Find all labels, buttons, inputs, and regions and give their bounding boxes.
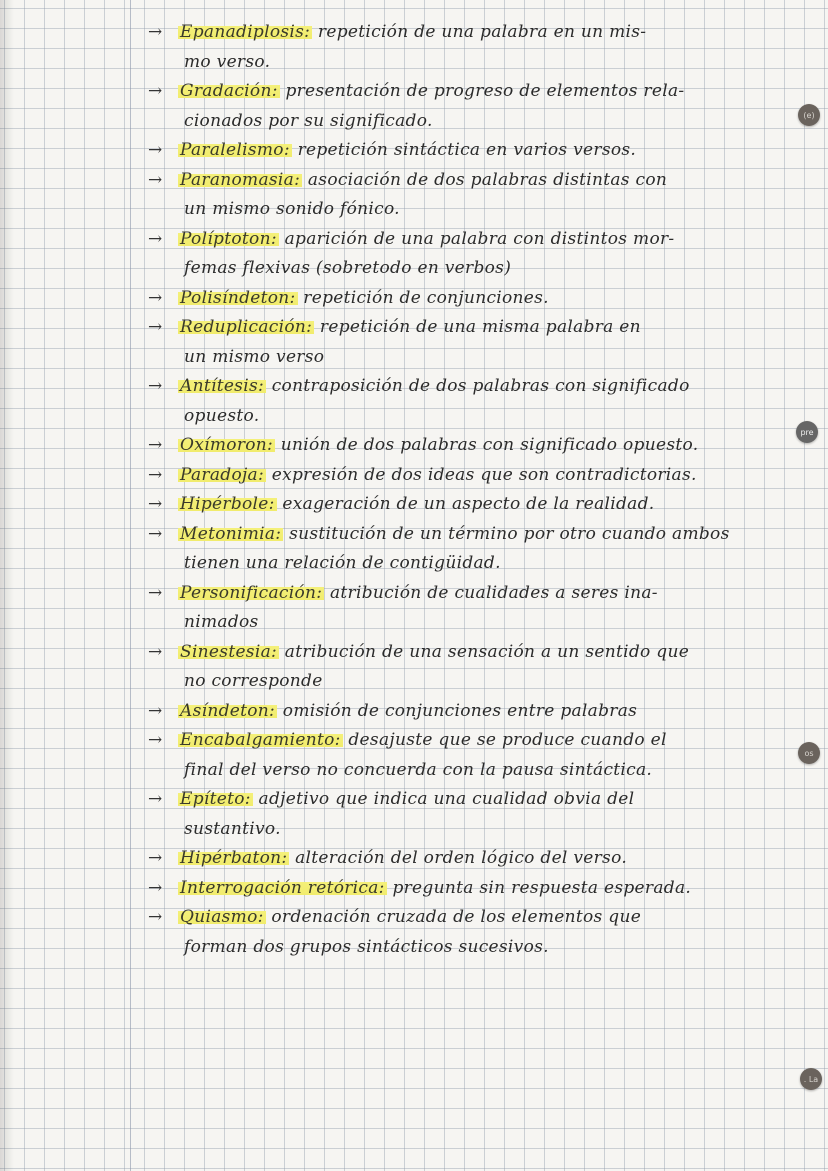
figure-term: Hipérbaton: [180,848,288,868]
entry-first-line [148,77,818,107]
figure-term: Quiasmo: [180,907,264,927]
figure-definition: contraposición de dos palabras con significado [271,376,690,396]
margin-line [130,0,131,1171]
figure-entry [148,903,818,962]
figure-definition: expresión de dos ideas que son contradictorias. [271,464,697,485]
figure-definition: opuesto. [184,405,260,426]
figure-definition: final del verso no concuerda con la pausa sintáctica. [184,759,653,780]
figures-list [148,18,818,962]
entry-first-line [148,785,818,815]
entry-continuation-line [148,667,818,697]
entry-first-line [148,166,818,196]
figure-definition: pregunta sin respuesta esperada. [392,877,692,898]
figure-entry [148,77,818,136]
entry-first-line [148,844,818,874]
arrow-right-icon: → [148,789,163,809]
figure-definition: forman dos grupos sintácticos sucesivos. [184,936,549,957]
figure-entry [148,874,818,904]
figure-definition: sustitución de un término por otro cuando ambos [289,523,730,544]
figure-entry [148,638,818,697]
figure-term: Epíteto: [180,789,251,809]
page-shadow [0,0,14,1171]
binder-hole-4: . La [800,1068,822,1090]
entry-first-line [148,372,818,402]
entry-first-line [148,490,818,520]
entry-continuation-line [148,933,818,963]
figure-definition: desajuste que se produce cuando el [348,730,667,750]
entry-first-line [148,638,818,668]
entry-continuation-line [148,608,818,638]
arrow-right-icon: → [148,523,163,544]
entry-continuation-line [148,343,818,373]
arrow-right-icon: → [148,81,163,101]
entry-continuation-line [148,195,818,225]
figure-entry [148,490,818,520]
arrow-right-icon: → [148,730,163,750]
figure-term: Personificación: [180,582,323,603]
entry-continuation-line [148,48,818,78]
entry-first-line [148,697,818,727]
arrow-right-icon: → [148,641,163,662]
figure-entry [148,313,818,372]
arrow-right-icon: → [148,169,163,190]
figure-definition: atribución de una sensación a un sentido que [284,641,690,662]
figure-entry [148,844,818,874]
figure-definition: repetición de conjunciones. [303,287,549,308]
arrow-right-icon: → [148,494,163,514]
figure-entry [148,136,818,166]
figure-term: Paralelismo: [180,140,290,160]
figure-term: Polisíndeton: [180,287,296,308]
figure-term: Sinestesia: [180,641,278,662]
figure-term: Políptoton: [180,228,277,249]
entry-first-line [148,520,818,550]
figure-entry [148,726,818,785]
figure-entry [148,431,818,461]
figure-entry [148,785,818,844]
entry-first-line [148,225,818,255]
figure-definition: un mismo verso [184,346,325,367]
entry-continuation-line [148,756,818,786]
figure-entry [148,372,818,431]
figure-definition: aparición de una palabra con distintos mor- [284,228,675,249]
figure-definition: mo verso. [184,51,271,72]
arrow-right-icon: → [148,317,163,337]
figure-definition: ordenación cruzada de los elementos que [271,907,642,927]
figure-definition: nimados [184,612,259,632]
arrow-right-icon: → [148,287,163,308]
figure-term: Reduplicación: [180,317,313,337]
figure-definition: unión de dos palabras con significado opuesto. [280,435,699,455]
entry-first-line [148,284,818,314]
entry-continuation-line [148,254,818,284]
figure-definition: exageración de un aspecto de la realidad. [282,494,655,514]
figure-definition: repetición de una misma palabra en [319,317,641,337]
figure-term: Antítesis: [180,376,264,396]
figure-entry [148,520,818,579]
figure-definition: omisión de conjunciones entre palabras [282,700,638,721]
figure-definition: presentación de progreso de elementos rela- [285,81,685,101]
figure-definition: adjetivo que indica una cualidad obvia del [258,789,635,809]
figure-term: Gradación: [180,81,278,101]
figure-term: Paranomasia: [180,169,301,190]
figure-definition: un mismo sonido fónico. [184,199,400,219]
arrow-right-icon: → [148,140,163,160]
entry-first-line [148,18,818,48]
arrow-right-icon: → [148,22,163,42]
arrow-right-icon: → [148,376,163,396]
arrow-right-icon: → [148,582,163,603]
arrow-right-icon: → [148,228,163,249]
figure-entry [148,225,818,284]
entry-first-line [148,136,818,166]
figure-definition: cionados por su significado. [184,110,433,131]
arrow-right-icon: → [148,907,163,927]
figure-term: Paradoja: [180,464,265,485]
entry-first-line [148,903,818,933]
figure-term: Hipérbole: [180,494,275,514]
figure-term: Interrogación retórica: [180,877,385,898]
entry-first-line [148,431,818,461]
figure-definition: atribución de cualidades a seres ina- [329,582,658,603]
entry-continuation-line [148,549,818,579]
figure-definition: alteración del orden lógico del verso. [295,848,628,868]
figure-term: Encabalgamiento: [180,730,341,750]
figure-definition: no corresponde [184,671,323,691]
binder-hole-1: (e) [798,104,820,126]
binder-hole-2: pre [796,421,818,443]
figure-entry [148,461,818,491]
arrow-right-icon: → [148,848,163,868]
arrow-right-icon: → [148,700,163,721]
figure-definition: sustantivo. [184,818,281,839]
figure-entry [148,579,818,638]
figure-term: Epanadiplosis: [180,22,311,42]
figure-entry [148,697,818,727]
figure-term: Metonimia: [180,523,282,544]
figure-entry [148,284,818,314]
figure-entry [148,166,818,225]
arrow-right-icon: → [148,877,163,898]
figure-definition: repetición de una palabra en un mis- [317,22,647,42]
figure-definition: tienen una relación de contigüidad. [184,553,501,573]
entry-first-line [148,874,818,904]
arrow-right-icon: → [148,464,163,485]
figure-definition: asociación de dos palabras distintas con [307,169,668,190]
figure-entry [148,18,818,77]
binder-hole-3: os [798,742,820,764]
entry-first-line [148,313,818,343]
entry-continuation-line [148,815,818,845]
entry-first-line [148,726,818,756]
entry-first-line [148,461,818,491]
figure-term: Asíndeton: [180,700,276,721]
entry-continuation-line [148,107,818,137]
figure-term: Oxímoron: [180,435,274,455]
figure-definition: femas flexivas (sobretodo en verbos) [184,258,512,278]
figure-definition: repetición sintáctica en varios versos. [297,140,637,160]
entry-continuation-line [148,402,818,432]
entry-first-line [148,579,818,609]
arrow-right-icon: → [148,435,163,455]
